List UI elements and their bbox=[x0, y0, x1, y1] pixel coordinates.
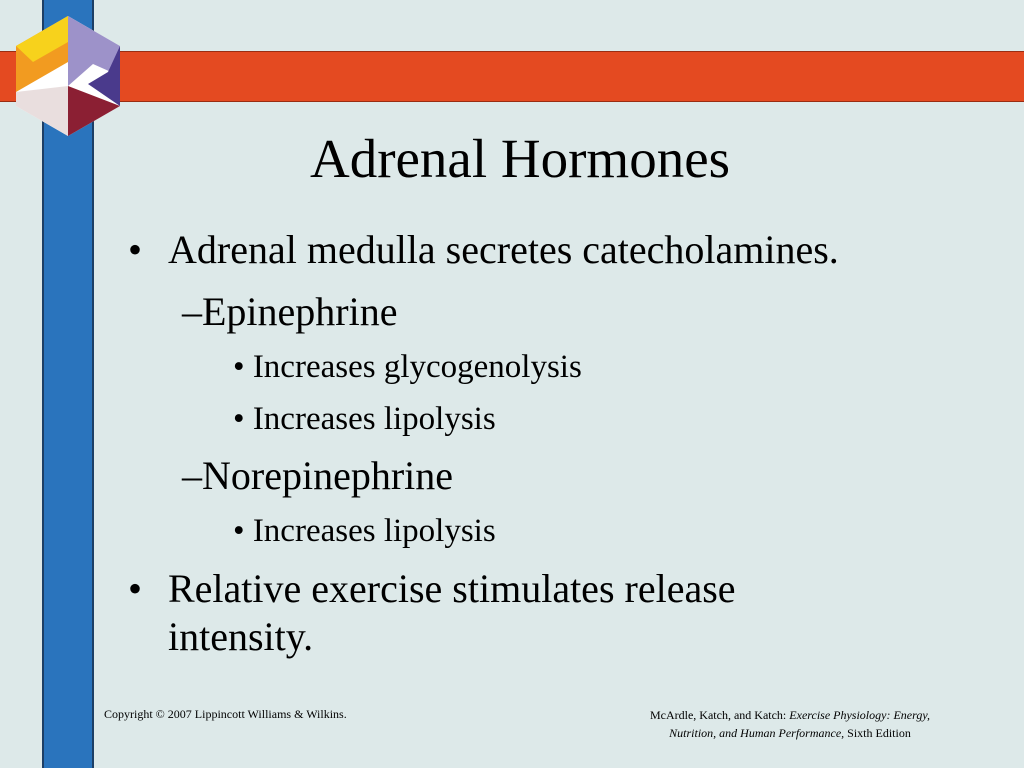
sub-bullet-text: Norepinephrine bbox=[202, 453, 454, 498]
citation-title-part-1: Exercise Physiology: Energy, bbox=[789, 708, 931, 722]
sub-bullet-marker: – bbox=[182, 453, 202, 498]
citation-title-part-2: Nutrition, and Human Performance, bbox=[669, 726, 845, 740]
sub-sub-bullet-text: Increases lipolysis bbox=[252, 513, 496, 549]
sub-sub-bullet-item bbox=[233, 347, 582, 387]
sub-sub-bullet-marker: • bbox=[233, 513, 245, 549]
sub-bullet-item bbox=[182, 288, 398, 336]
bullet-text: Adrenal medulla secretes catecholamines. bbox=[168, 227, 839, 272]
sub-bullet-text: Epinephrine bbox=[202, 289, 398, 334]
book-citation bbox=[590, 706, 990, 742]
sub-sub-bullet-text: Increases lipolysis bbox=[252, 401, 496, 437]
bullet-text-line-1: Relative exercise stimulates release bbox=[168, 566, 736, 611]
slide-title: Adrenal Hormones bbox=[309, 128, 731, 189]
sub-sub-bullet-item bbox=[233, 399, 496, 439]
citation-line-2 bbox=[590, 724, 990, 742]
sub-sub-bullet-text: Increases glycogenolysis bbox=[252, 349, 582, 385]
citation-edition: Sixth Edition bbox=[847, 726, 911, 740]
horizontal-accent-bar bbox=[0, 51, 1024, 102]
sub-sub-bullet-marker: • bbox=[233, 349, 245, 385]
bullet-text-line-2: intensity. bbox=[168, 614, 314, 659]
sub-sub-bullet-marker: • bbox=[233, 401, 245, 437]
copyright-notice: Copyright © 2007 Lippincott Williams & Wilkins. bbox=[104, 707, 347, 721]
bullet-marker: • bbox=[128, 566, 143, 611]
cube-logo-icon bbox=[13, 14, 123, 138]
sub-bullet-marker: – bbox=[182, 289, 202, 334]
sub-bullet-item bbox=[182, 452, 453, 500]
citation-line-1 bbox=[590, 706, 990, 724]
citation-authors: McArdle, Katch, and Katch: bbox=[649, 708, 787, 722]
bullet-marker: • bbox=[128, 227, 143, 272]
sub-sub-bullet-item bbox=[233, 511, 496, 551]
